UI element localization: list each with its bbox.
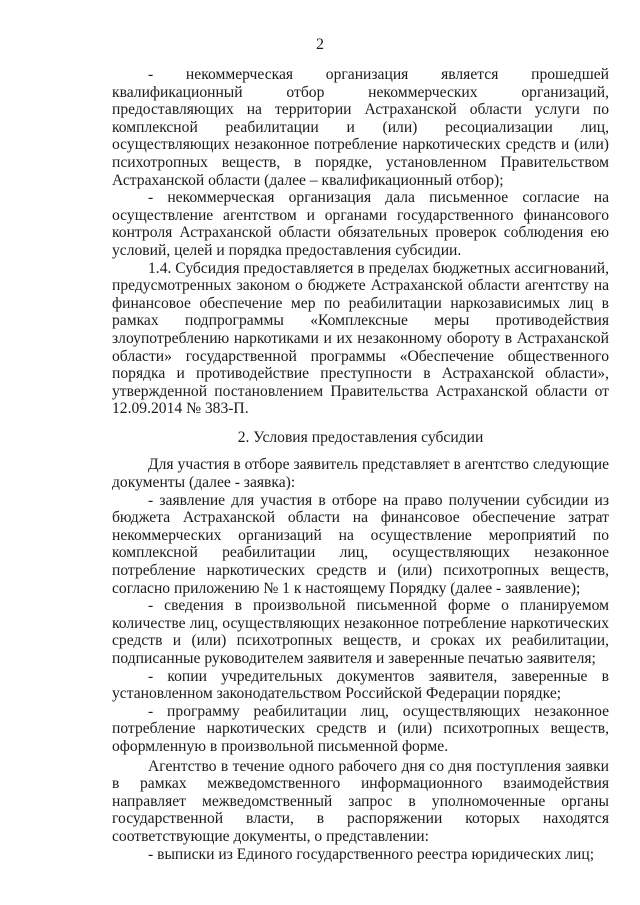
paragraph-noncommercial-consent: - некоммерческая организация дала письменное согласие на осуществление агентством и органами государственного финансового контроля Астраханской области обязательных проверок соблюдения ею условий, целей и порядка предоставления субсидии. [112, 189, 609, 259]
paragraph-planned-persons-info: - сведения в произвольной письменной форме о планируемом количестве лиц, осуществляющих незаконное потребление наркотических средств и (или) психотропных веществ, и сроках их реабилитации, подписанные руководителем заявителя и заверенные печатью заявителя; [112, 597, 609, 667]
document-body [112, 66, 609, 863]
paragraph-application-statement: - заявление для участия в отборе на право получении субсидии из бюджета Астраханской области на финансовое обеспечение затрат некоммерческих организаций на осуществление мероприятий по комплексной реабилитации лиц, осуществляющих незаконное потребление наркотических средств и (или) психотропных веществ, согласно приложению № 1 к настоящему Порядку (далее - заявление); [112, 491, 609, 597]
paragraph-founding-documents: - копии учредительных документов заявителя, заверенные в установленном законодательством Российской Федерации порядке; [112, 667, 609, 703]
section-heading: 2. Условия предоставления субсидии [237, 428, 484, 446]
page-number: 2 [316, 36, 324, 53]
paragraph-registry-extract: - выписки из Единого государственного реестра юридических лиц; [148, 845, 595, 863]
paragraph-rehabilitation-program: - программу реабилитации лиц, осуществляющих незаконное потребление наркотических средств и (или) психотропных веществ, оформленную в произвольной письменной форме. [112, 702, 609, 755]
paragraph-noncommercial-qualification: - некоммерческая организация является прошедшей квалификационный отбор некоммерческих организаций, предоставляющих на территории Астраханской области услуги по комплексной реабилитации и (или) ресоциализации лиц, осуществляющих незаконное потребление наркотических средств и (или) психотропных веществ, в порядке, установленном Правительством Астраханской области (далее – квалификационный отбор); [112, 66, 609, 189]
paragraph-agency-request: Агентство в течение одного рабочего дня со дня поступления заявки в рамках межведомственного информационного взаимодействия направляет межведомственный запрос в уполномоченные органы государственной власти, в распоряжении которых находятся соответствующие документы, о представлении: [112, 757, 609, 845]
paragraph-1-4-subsidy: 1.4. Субсидия предоставляется в пределах бюджетных ассигнований, предусмотренных законом о бюджете Астраханской области агентству на финансовое обеспечение мер по реабилитации наркозависимых лиц в рамках подпрограммы «Комплексные меры противодействия злоупотреблению наркотиками и их незаконному обороту в Астраханской области» государственной программы «Обеспечение общественного порядка и противодействие преступности в Астраханской области», утвержденной постановлением Правительства Астраханской области от 12.09.2014 № 383-П. [112, 259, 609, 418]
paragraph-application-intro: Для участия в отборе заявитель представляет в агентство следующие документы (далее - заявка): [112, 456, 609, 492]
